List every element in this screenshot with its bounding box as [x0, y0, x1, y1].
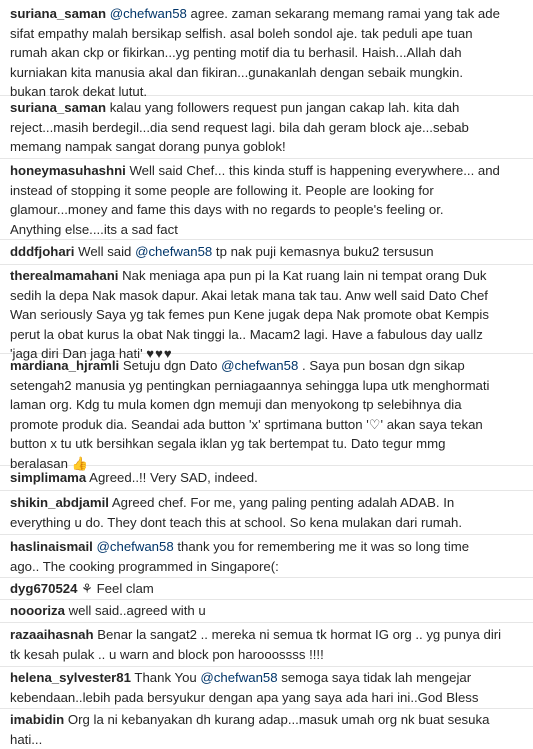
- comment-text: [10, 161, 525, 239]
- comment-text: [10, 579, 525, 599]
- comment-body: Well said Chef... this kinda stuff is happening everywhere... and instead of stopping it some people are following it. People are looking for glamour...money and fame this days with no regards to people's feeling or. Anything else....its a sad fact: [10, 163, 500, 237]
- comment-mention[interactable]: @chefwan58: [221, 358, 299, 373]
- comment-text: [10, 4, 525, 102]
- comment-body: tp nak puji kemasnya buku2 tersusun: [212, 244, 434, 259]
- comment-body: Thank You: [130, 670, 201, 685]
- comment-username[interactable]: therealmamahani: [10, 268, 119, 283]
- comment-text: [10, 668, 525, 707]
- comment-username[interactable]: honeymasuhashni: [10, 163, 126, 178]
- comment-body: Well said: [74, 244, 136, 259]
- comment-text: [10, 625, 525, 664]
- comment-username[interactable]: mardiana_hjramli: [10, 358, 120, 373]
- comment-body: Nak meniaga apa pun pi la Kat ruang lain ni tempat orang Duk sedih la depa Nak masok dapur. Akai letak mana tak tau. Anw well said Dato Chef Wan seriously Saya yg tak femes pun Kene jugak depa Nak promote obat Kempis perut la obat kurus la obat Nak tinggi la.. Macam2 lagi. Have a fabulous day uallz 'jaga diri Dan jaga hati': [10, 268, 489, 361]
- comment-item: [0, 466, 533, 491]
- comment-username[interactable]: dddfjohari: [10, 244, 75, 259]
- flower-emoji-icon: ⚘: [81, 581, 93, 596]
- comment-body: . Saya pun bosan dgn sikap setengah2 manusia yg pentingkan perniagaannya sehingga lupa utk menghormati laman org. Kdg tu mula komen dgn memuji dan menyokong tp selebihnya dia promote produk dia. Seandai ada button 'x' sprtimana button '♡' akan saya tekan button x tu utk bersihkan segala iklan yg tak bertempat tu. Dato tegur mmg beralasan: [10, 358, 490, 471]
- comment-body: Benar la sangat2 .. mereka ni semua tk hormat IG org .. yg punya diri tk kesah pulak .. u warn and block pon harooossss !!!!: [10, 627, 502, 662]
- comment-text: [10, 266, 525, 364]
- comment-body: Agreed chef. For me, yang paling penting adalah ADAB. In everything u do. They dont teach this at school. So kena mulakan dari rumah.: [10, 495, 463, 530]
- comment-username[interactable]: dyg670524: [10, 581, 78, 596]
- comment-item: [0, 578, 533, 600]
- comment-item: [0, 159, 533, 240]
- comment-item: [0, 0, 533, 99]
- comment-item: [0, 491, 533, 535]
- thumbs-up-emoji-icon: 👍: [71, 455, 89, 471]
- comment-username[interactable]: suriana_saman: [10, 6, 107, 21]
- comment-item: [0, 623, 533, 667]
- comment-item: [0, 96, 533, 159]
- heart-emoji-icon: ♥♥♥: [146, 346, 173, 361]
- comment-body: Setuju dgn Dato: [119, 358, 222, 373]
- comment-body: thank you for remembering me it was so long time ago.. The cooking programmed in Singapore(:: [10, 539, 470, 574]
- comment-mention[interactable]: @chefwan58: [96, 539, 174, 554]
- comment-text: [10, 493, 525, 532]
- comment-mention[interactable]: @chefwan58: [109, 6, 187, 21]
- comment-item: [0, 240, 533, 265]
- comment-username[interactable]: helena_sylvester81: [10, 670, 131, 685]
- comment-text: [10, 601, 525, 621]
- comment-text: [10, 356, 525, 473]
- comment-mention[interactable]: @chefwan58: [200, 670, 278, 685]
- comment-username[interactable]: simplimama: [10, 470, 87, 485]
- comment-item: [0, 709, 533, 748]
- comment-item: [0, 600, 533, 623]
- comment-text: [10, 98, 525, 157]
- comment-username[interactable]: suriana_saman: [10, 100, 107, 115]
- comment-username[interactable]: razaaihasnah: [10, 627, 94, 642]
- comment-text: [10, 242, 525, 262]
- comment-text: [10, 710, 525, 749]
- comment-username[interactable]: shikin_abdjamil: [10, 495, 109, 510]
- comment-body: Agreed..!! Very SAD, indeed.: [86, 470, 258, 485]
- comment-text: [10, 537, 525, 576]
- comment-item: [0, 265, 533, 361]
- comment-username[interactable]: noooriza: [10, 603, 65, 618]
- comment-text: [10, 468, 525, 488]
- comment-mention[interactable]: @chefwan58: [135, 244, 213, 259]
- comment-item: [0, 354, 533, 471]
- comment-body: well said..agreed with u: [64, 603, 206, 618]
- comment-username[interactable]: haslinaismail: [10, 539, 93, 554]
- comment-body: Feel clam: [92, 581, 154, 596]
- comment-item: [0, 535, 533, 578]
- comment-body: Org la ni kebanyakan dh kurang adap...masuk umah org nk buat sesuka hati...: [10, 712, 490, 747]
- comment-body: agree. zaman sekarang memang ramai yang tak ade sifat empathy malah bersikap selfish. asal boleh sondol aje. tak peduli ape tuan rumah akan ckp or fikirkan...yg penting motif dia tu berhasil. Haish...Allah dah kurniakan kita manusia akal dan fikiran...gunakanlah dengan sebaik mungkin. bukan tarok dekat lutut.: [10, 6, 500, 99]
- comment-item: [0, 667, 533, 709]
- comment-username[interactable]: imabidin: [10, 712, 65, 727]
- comment-body: kalau yang followers request pun jangan cakap lah. kita dah reject...masih berdegil...dia send request lagi. bila dah geram block aje...sebab memang nampak sangat dorang punya goblok!: [10, 100, 469, 154]
- comment-body: semoga saya tidak lah mengejar kebendaan..lebih pada bersyukur dengan apa yang saya ada hari ini..God Bless: [10, 670, 479, 705]
